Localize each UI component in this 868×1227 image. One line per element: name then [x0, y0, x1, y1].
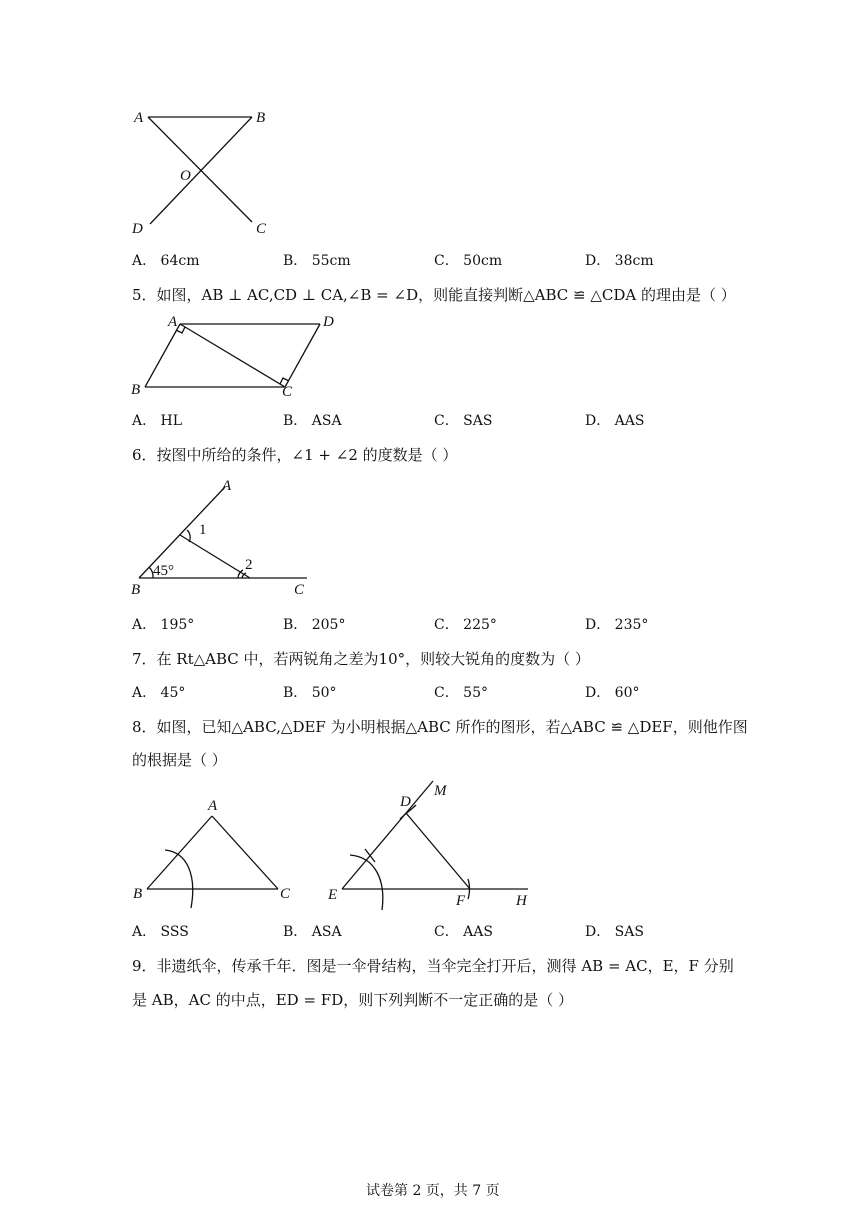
q8-option-c[interactable]: C． AAS	[434, 924, 493, 940]
q4-option-c[interactable]: C． 50cm	[434, 253, 503, 269]
q8-figure-def	[320, 775, 540, 915]
label-angle-45: 45°	[153, 563, 174, 579]
segment-cd	[285, 324, 320, 387]
q7-option-a[interactable]: A． 45°	[132, 685, 186, 701]
q5-option-b[interactable]: B． ASA	[283, 413, 342, 429]
label-a: A	[168, 314, 178, 330]
segment-ac	[180, 324, 285, 387]
q6-option-a[interactable]: A． 195°	[132, 617, 195, 633]
label-b: B	[131, 382, 141, 398]
q4-figure	[120, 100, 290, 245]
label-a: A	[208, 798, 218, 814]
label-a: A	[134, 110, 144, 126]
label-c: C	[282, 384, 293, 400]
q8-figure-abc	[125, 790, 305, 915]
q6-option-b[interactable]: B． 205°	[283, 617, 346, 633]
q7-option-d[interactable]: D． 60°	[585, 685, 640, 701]
q8-option-a[interactable]: A． SSS	[132, 924, 189, 940]
ray-em	[342, 781, 433, 889]
arc-e	[350, 855, 383, 910]
label-a: A	[222, 478, 232, 494]
q6-figure	[125, 472, 325, 602]
q7-text: 7．在 Rt△ABC 中，若两锐角之差为10°，则较大锐角的度数为（ ）	[132, 650, 590, 668]
label-d: D	[400, 794, 411, 810]
segment-bd	[150, 117, 252, 224]
label-d: D	[323, 314, 334, 330]
q8-option-d[interactable]: D． SAS	[585, 924, 644, 940]
label-b: B	[256, 110, 266, 126]
q6-option-d[interactable]: D． 235°	[585, 617, 649, 633]
label-b: B	[133, 886, 143, 902]
segment-ac	[212, 816, 278, 889]
q5-option-c[interactable]: C． SAS	[434, 413, 493, 429]
q6-option-c[interactable]: C． 225°	[434, 617, 497, 633]
segment-df	[406, 813, 470, 889]
q6-text: 6．按图中所给的条件，∠1 + ∠2 的度数是（ ）	[132, 446, 458, 464]
segment-ab	[147, 816, 212, 889]
segment-cut	[180, 535, 250, 578]
q8-text-line1: 8．如图，已知△ABC,△DEF 为小明根据△ABC 所作的图形，若△ABC ≌ △DEF，则他作图	[132, 718, 748, 736]
label-c: C	[280, 886, 291, 902]
q5-figure	[125, 310, 355, 400]
q4-option-a[interactable]: A． 64cm	[132, 253, 200, 269]
page-footer: 试卷第 2 页，共 7 页	[366, 1183, 500, 1199]
label-angle-2: 2	[245, 557, 253, 573]
q4-option-d[interactable]: D． 38cm	[585, 253, 654, 269]
q8-option-b[interactable]: B． ASA	[283, 924, 342, 940]
segment-ab	[145, 324, 180, 387]
q7-option-c[interactable]: C． 55°	[434, 685, 488, 701]
label-c: C	[256, 221, 267, 237]
arc-mark	[165, 850, 193, 908]
label-f: F	[456, 893, 466, 909]
label-e: E	[328, 887, 338, 903]
label-angle-1: 1	[199, 522, 207, 538]
label-c: C	[294, 582, 305, 598]
q5-option-d[interactable]: D． AAS	[585, 413, 645, 429]
q9-text-line1: 9．非遗纸伞，传承千年．图是一伞骨结构，当伞完全打开后，测得 AB = AC，E，F 分别	[132, 957, 734, 975]
q5-text: 5．如图，AB ⊥ AC,CD ⊥ CA,∠B = ∠D，则能直接判断△ABC ≌ △CDA 的理由是（ ）	[132, 286, 736, 304]
label-d: D	[132, 221, 143, 237]
label-h: H	[516, 893, 527, 909]
q8-text-line2: 的根据是（ ）	[132, 751, 227, 769]
label-b: B	[131, 582, 141, 598]
label-m: M	[434, 783, 447, 799]
label-o: O	[180, 168, 191, 184]
ray-ba	[139, 487, 225, 578]
q9-text-line2: 是 AB，AC 的中点，ED = FD，则下列判断不一定正确的是（ ）	[132, 991, 573, 1009]
q4-option-b[interactable]: B． 55cm	[283, 253, 351, 269]
q7-option-b[interactable]: B． 50°	[283, 685, 337, 701]
q5-option-a[interactable]: A． HL	[132, 413, 183, 429]
